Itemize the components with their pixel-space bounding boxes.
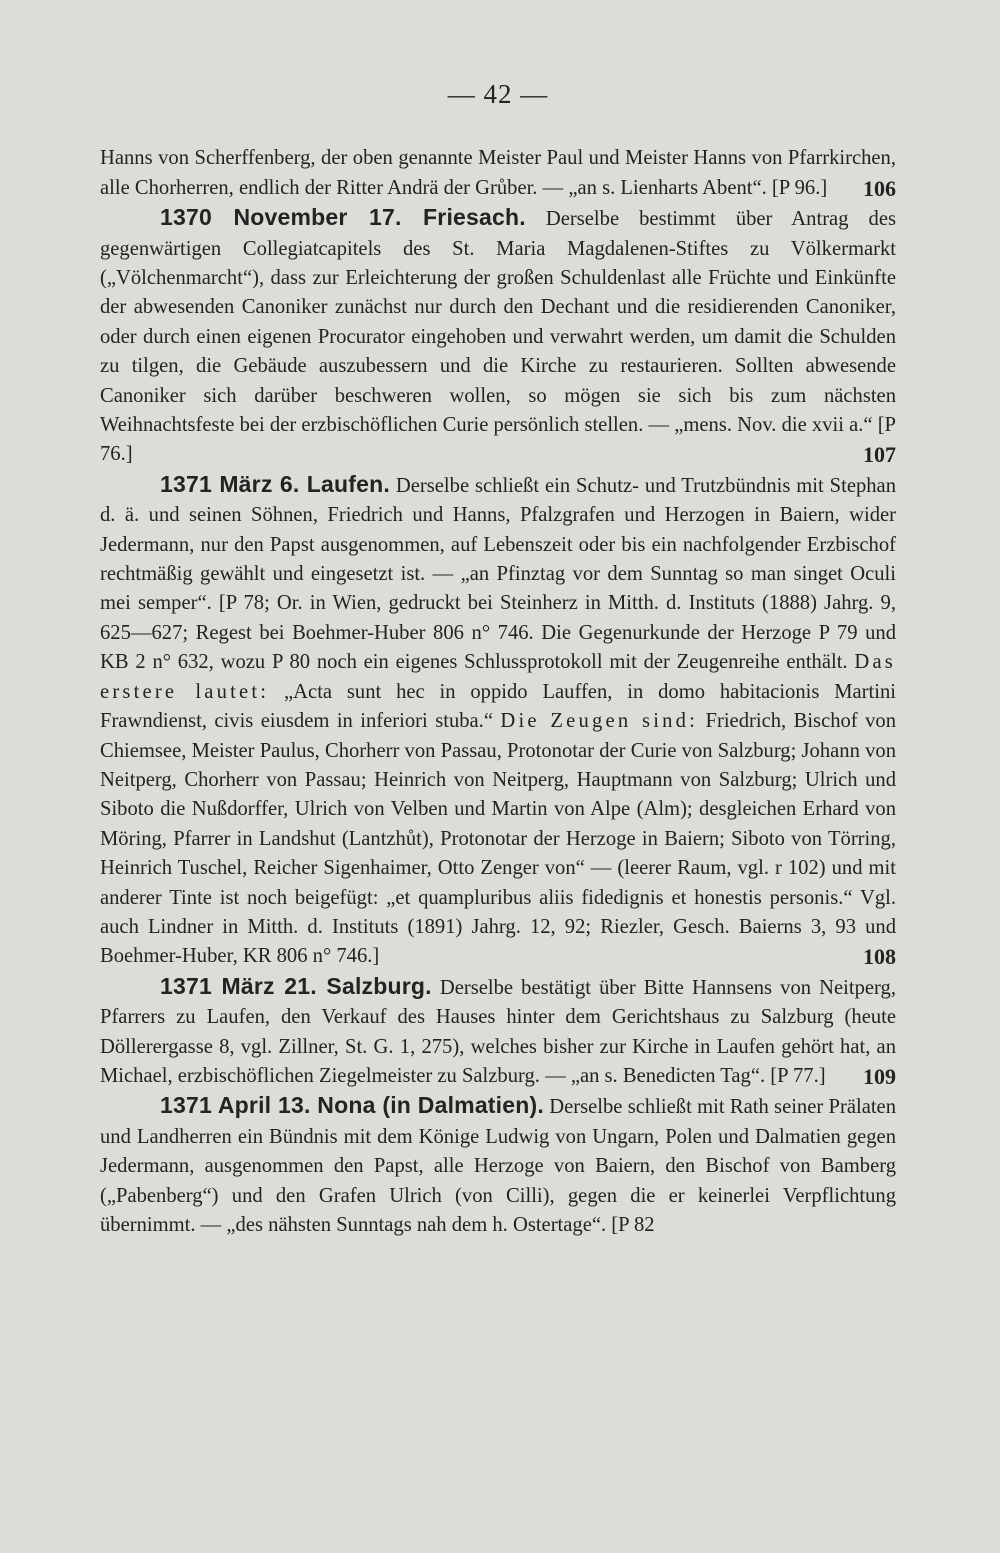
entry-heading: 1371 April 13. Nona (in Dalmatien). — [160, 1092, 544, 1119]
entry-number: 108 — [863, 944, 896, 970]
entry-107 — [100, 203, 896, 470]
page-number: — 42 — — [447, 79, 549, 109]
entry-text: „Acta sunt hec in oppido Lauffen, in domo habitacionis Martini Frawndienst, civis eiusdem in inferiori stuba.“ — [100, 680, 896, 733]
entry-number: 109 — [863, 1063, 896, 1089]
entry-text: Derselbe bestätigt über Bitte Hannsens von Neitperg, Pfarrers zu Laufen, den Verkauf des Hauses hinter dem Gerichtshaus zu Salzburg (heute Döllerergasse 8, vgl. Zillner, St. G. 1, 275), welches bisher zur Kirche in Laufen gehört hat, an Michael, erzbischöflichen Ziegelmeister zu Salzburg. — „an s. Benedicten Tag“. [P 77.] — [100, 976, 896, 1087]
entry-text: Derselbe bestimmt über Antrag des gegenwärtigen Collegiatcapitels des St. Maria Magdalenen-Stiftes zu Völkermarkt („Völchenmarcht“), dass zur Erleichterung der großen Schuldenlast alle Früchte und Einkünfte der abwesenden Canoniker zunächst nur durch den Dechant und die residierenden Canoniker, oder durch einen eigenen Procurator eingehoben und verwahrt werden, um damit die Schulden zu tilgen, die Gebäude auszubessern und die Kirche zu restaurieren. Sollten abwesende Canoniker sich darüber beschweren wollen, so mögen sie sich bis zum nächsten Weihnachtsfeste bei der erzbischöflichen Curie persönlich stellen. — „mens. Nov. die xvii a.“ [P 76.] — [100, 208, 896, 466]
entry-110 — [100, 1091, 896, 1240]
entry-106 — [100, 144, 896, 203]
entry-text: Derselbe schließt mit Rath seiner Prälaten und Landherren ein Bündnis mit dem Könige Ludwig von Ungarn, Polen und Dalmatien gegen Jedermann, ausgenommen den Papst, alle Herzoge von Baiern, den Bischof von Bamberg („Pabenberg“) und den Grafen Ulrich (von Cilli), gegen die er keinerlei Verpflichtung übernimmt. — „des nähsten Sunntags nah dem h. Ostertage“. [P 82 — [100, 1096, 896, 1237]
entry-spaced-text: Das erstere lautet: — [100, 651, 897, 703]
entry-108 — [100, 470, 896, 972]
entry-number: 107 — [863, 442, 896, 468]
entry-heading: 1371 März 21. Salzburg. — [160, 972, 432, 999]
entry-text: Hanns von Scherffenberg, der oben genannte Meister Paul und Meister Hanns von Pfarrkirchen, alle Chorherren, endlich der Ritter Andrä der Grůber. — „an s. Lienharts Abent“. [P 96.] — [100, 147, 896, 199]
entry-text: Friedrich, Bischof von Chiemsee, Meister Paulus, Chorherr von Passau, Protonotar der Curie von Salzburg; Johann von Neitperg, Chorherr von Passau; Heinrich von Neitperg, Hauptmann von Salzburg; Ulrich und Siboto die Nußdorffer, Ulrich von Velben und Martin von Alpe (Alm); desgleichen Erhard von Möring, Pfarrer in Landshut (Lantzhůt), Protonotar der Herzoge in Baiern; Siboto von Törring, Heinrich Tuschel, Reicher Sigenhaimer, Otto Zenger von“ — (leerer Raum, vgl. r 102) und mit anderer Tinte ist noch beigefügt: „et quampluribus aliis fidedignis et honestis personis.“ Vgl. auch Lindner in Mitth. d. Instituts (1891) Jahrg. 12, 92; Riezler, Gesch. Baierns 3, 93 und Boehmer-Huber, KR 806 n° 746.] — [100, 710, 896, 968]
entry-number: 106 — [863, 175, 896, 201]
entry-heading: 1370 November 17. Friesach. — [160, 204, 526, 231]
entry-heading: 1371 März 6. Laufen. — [160, 470, 390, 497]
entry-spaced-text: Die Zeugen sind: — [500, 710, 699, 733]
entry-109 — [100, 972, 896, 1092]
entry-text: Derselbe schließt ein Schutz- und Trutzbündnis mit Stephan d. ä. und seinen Söhnen, Friedrich und Hanns, Pfalzgrafen und Herzogen in Baiern, wider Jedermann, nur den Papst ausgenommen, auf Lebenszeit oder bis ein nachfolgender Erzbischof rechtmäßig gewählt und eingesetzt ist. — „an Pfinztag vor dem Sunntag so man singet Oculi mei semper“. [P 78; Or. in Wien, gedruckt bei Steinherz in Mitth. d. Instituts (1888) Jahrg. 9, 625—627; Regest bei Boehmer-Huber 806 n° 746. Die Gegenurkunde der Herzoge P 79 und KB 2 n° 632, wozu P 80 noch ein eigenes Schlussprotokoll mit der Zeugenreihe enthält. — [100, 474, 896, 674]
